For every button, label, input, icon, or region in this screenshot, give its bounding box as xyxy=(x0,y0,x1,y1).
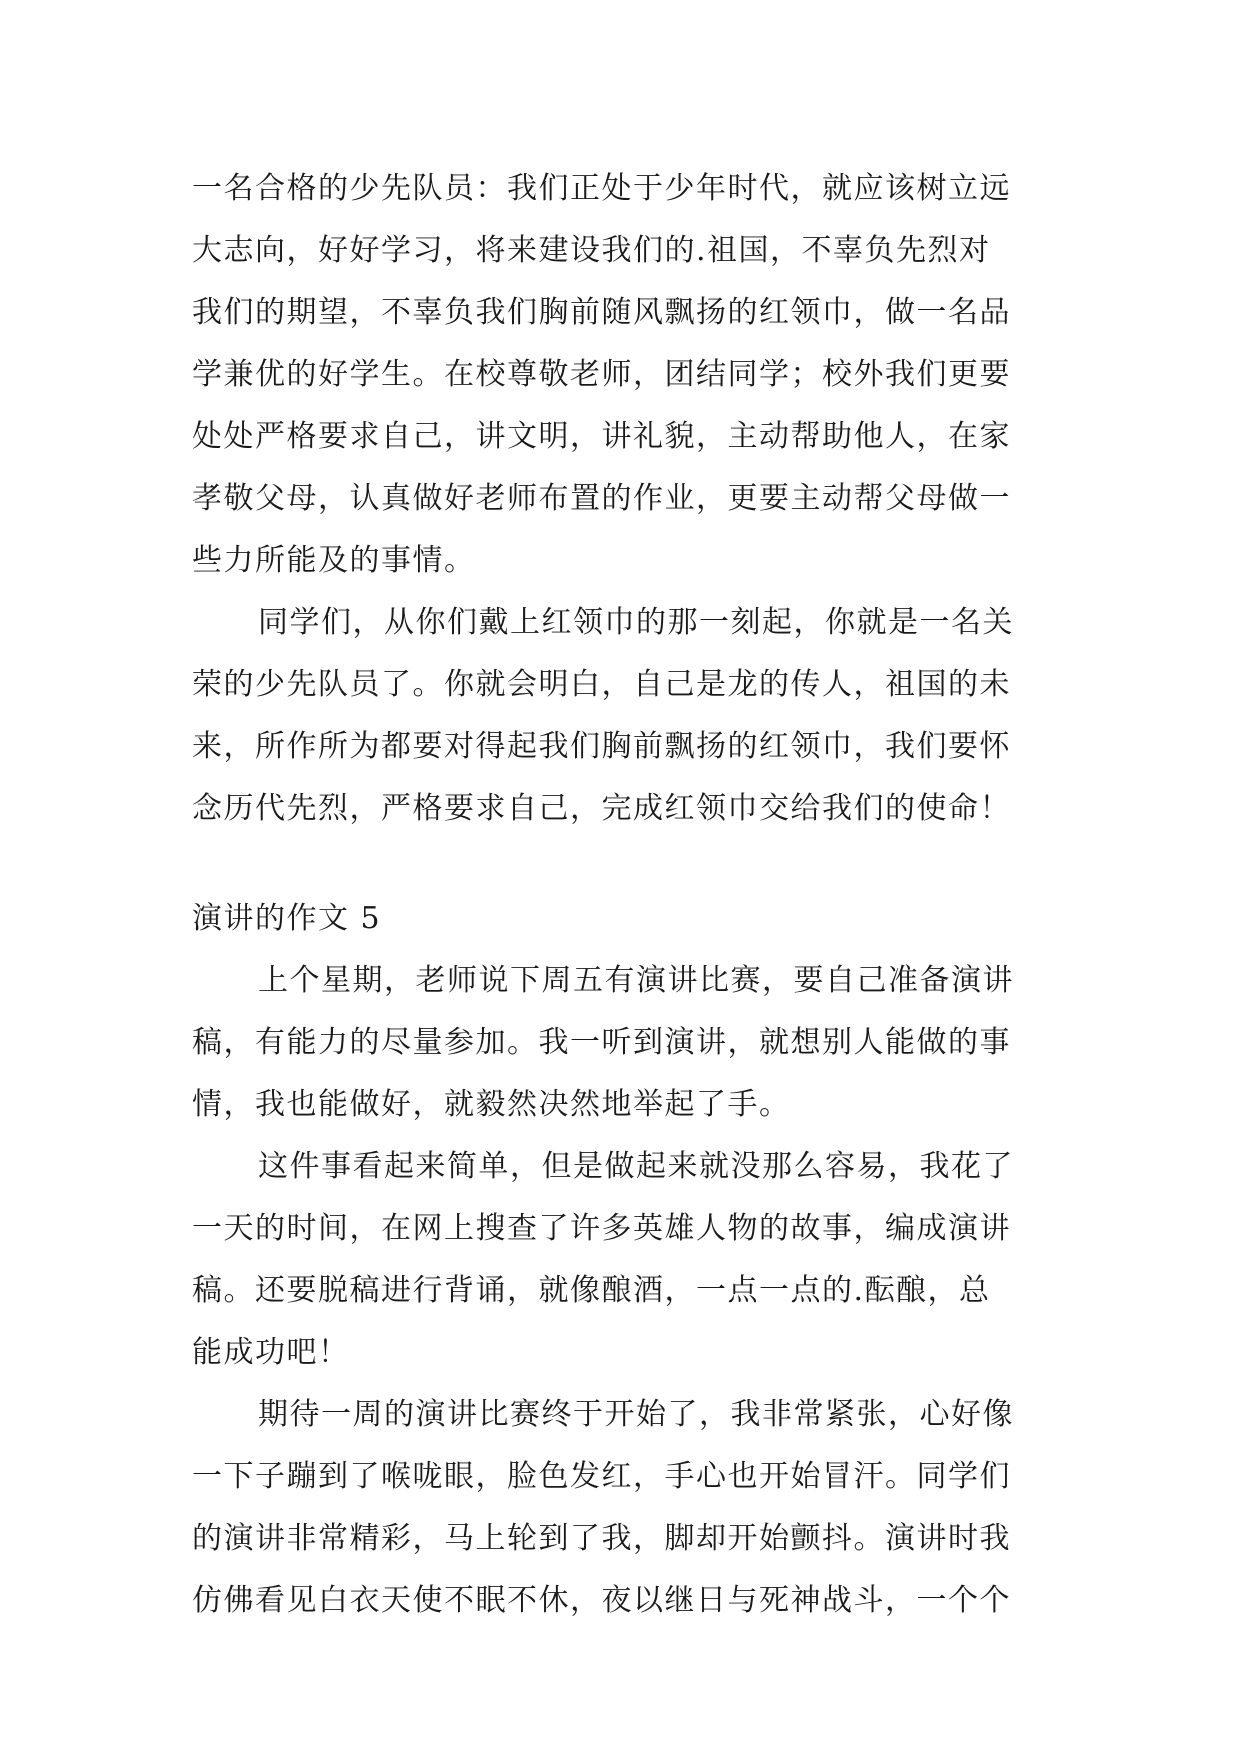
text-line: 来，所作所为都要对得起我们胸前飘扬的红领巾，我们要怀 xyxy=(192,729,1011,764)
text-line: 一下子蹦到了喉咙眼，脸色发红，手心也开始冒汗。同学们 xyxy=(192,1459,1011,1494)
text-line: 学兼优的好学生。在校尊敬老师，团结同学；校外我们更要 xyxy=(192,357,1011,392)
text-line: 期待一周的演讲比赛终于开始了，我非常紧张，心好像 xyxy=(258,1397,1014,1432)
document-body xyxy=(192,158,1062,1632)
paragraph-3 xyxy=(192,950,1062,1136)
text-line: 荣的少先队员了。你就会明白，自己是龙的传人，祖国的未 xyxy=(192,667,1011,702)
text-line: 同学们，从你们戴上红领巾的那一刻起，你就是一名关 xyxy=(258,605,1014,640)
text-line: 能成功吧！ xyxy=(192,1335,350,1370)
text-line: 念历代先烈，严格要求自己，完成红领巾交给我们的使命！ xyxy=(192,791,1011,826)
text-line: 上个星期，老师说下周五有演讲比赛，要自己准备演讲 xyxy=(258,963,1014,998)
text-line: 大志向，好好学习，将来建设我们的.祖国，不辜负先烈对 xyxy=(192,233,991,268)
text-line: 一名合格的少先队员：我们正处于少年时代，就应该树立远 xyxy=(192,171,1011,206)
text-line: 稿。还要脱稿进行背诵，就像酿酒，一点一点的.酝酿，总 xyxy=(192,1273,991,1308)
text-line: 处处严格要求自己，讲文明，讲礼貌，主动帮助他人，在家 xyxy=(192,419,1011,454)
section-heading: 演讲的作文 5 xyxy=(192,901,382,936)
paragraph-4 xyxy=(192,1136,1062,1384)
paragraph-5 xyxy=(192,1384,1062,1632)
text-line: 些力所能及的事情。 xyxy=(192,543,476,578)
text-line: 一天的时间，在网上搜查了许多英雄人物的故事，编成演讲 xyxy=(192,1211,1011,1246)
text-line: 的演讲非常精彩，马上轮到了我，脚却开始颤抖。演讲时我 xyxy=(192,1521,1011,1556)
paragraph-1 xyxy=(192,158,1062,592)
paragraph-2 xyxy=(192,592,1062,840)
text-line: 这件事看起来简单，但是做起来就没那么容易，我花了 xyxy=(258,1149,1014,1184)
text-line: 仿佛看见白衣天使不眠不休，夜以继日与死神战斗，一个个 xyxy=(192,1583,1011,1618)
text-line: 我们的期望，不辜负我们胸前随风飘扬的红领巾，做一名品 xyxy=(192,295,1011,330)
text-line: 情，我也能做好，就毅然决然地举起了手。 xyxy=(192,1087,791,1122)
text-line: 孝敬父母，认真做好老师布置的作业，更要主动帮父母做一 xyxy=(192,481,1011,516)
text-line: 稿，有能力的尽量参加。我一听到演讲，就想别人能做的事 xyxy=(192,1025,1011,1060)
